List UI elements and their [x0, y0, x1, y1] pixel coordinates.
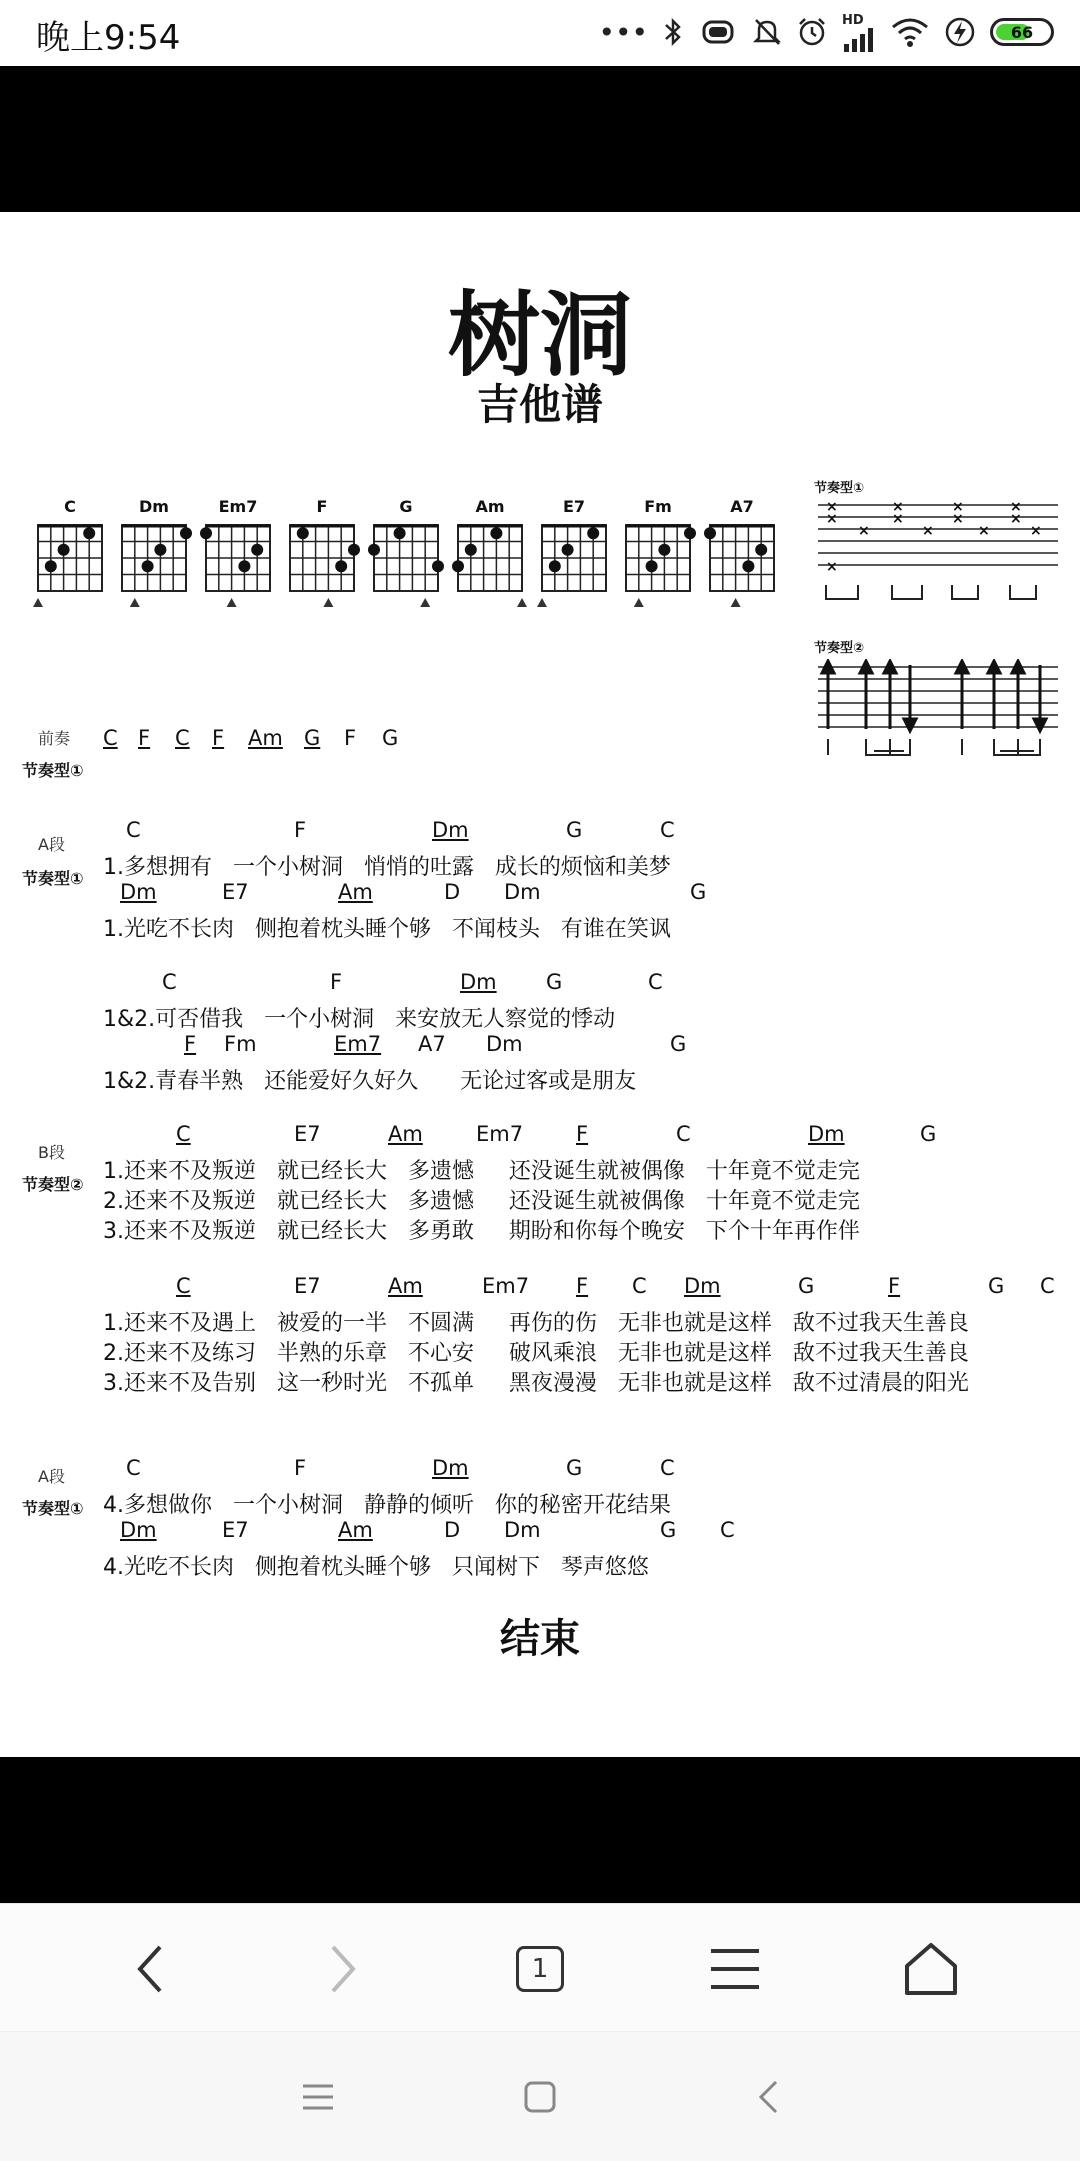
menu-icon: [709, 1947, 761, 1991]
svg-text:×: ×: [858, 523, 870, 539]
chord-label: G: [660, 1518, 677, 1542]
svg-text:×: ×: [1010, 511, 1022, 527]
section-a2-tag: A段: [38, 1467, 65, 1486]
vibrate-icon: [698, 17, 738, 47]
chord-label: E7: [294, 1274, 321, 1298]
intro-chord: F: [212, 726, 225, 750]
chord-diagram-a7: [704, 497, 780, 607]
svg-text:×: ×: [892, 511, 904, 527]
svg-text:×: ×: [826, 499, 838, 515]
chord-label: C: [632, 1274, 647, 1298]
chord-label: Dm: [432, 818, 469, 842]
chord-label: C: [176, 1274, 191, 1298]
lyric-line: 4.光吃不长肉 侧抱着枕头睡个够 只闻树下 琴声悠悠: [103, 1555, 649, 1580]
chord-name: C: [64, 497, 76, 516]
intro-label: 前奏: [38, 729, 71, 748]
svg-text:×: ×: [826, 511, 838, 527]
chord-label: C: [648, 970, 663, 994]
chord-label: Em7: [334, 1032, 382, 1056]
system-nav-bar: [0, 2031, 1080, 2161]
svg-text:×: ×: [826, 559, 838, 575]
chord-diagram-fm: [620, 497, 696, 607]
chord-label: Em7: [482, 1274, 530, 1298]
chord-label: F: [330, 970, 343, 994]
lyric-line: 1.多想拥有 一个小树洞 悄悄的吐露 成长的烦恼和美梦: [103, 855, 671, 880]
lyric-line: 1&2.青春半熟 还能爱好久好久 无论过客或是朋友: [103, 1069, 637, 1094]
chevron-left-icon: [132, 1943, 168, 1995]
home-icon: [903, 1942, 959, 1996]
intro-chord: C: [103, 726, 118, 750]
intro-chord: F: [138, 726, 151, 750]
song-title: 树洞: [447, 282, 632, 389]
alarm-icon: [796, 16, 828, 48]
lyric-line: 2.还来不及练习 半熟的乐章 不心安 破风乘浪 无非也就是这样 敌不过我天生善良: [103, 1341, 969, 1366]
browser-toolbar: [0, 1903, 1080, 2032]
chord-name: F: [316, 497, 328, 516]
bottom-black-band: [0, 1757, 1080, 1903]
chord-label: F: [184, 1032, 197, 1056]
chord-label: F: [294, 818, 307, 842]
chord-label: G: [566, 1456, 583, 1480]
chord-label: C: [162, 970, 177, 994]
hd-label: HD: [842, 12, 864, 28]
chord-label: C: [176, 1122, 191, 1146]
chord-label: Dm: [684, 1274, 721, 1298]
svg-text:×: ×: [1030, 523, 1042, 539]
more-dots-icon: •••: [598, 15, 648, 49]
home-button[interactable]: [896, 1934, 966, 2004]
lyric-line: 1.光吃不长肉 侧抱着枕头睡个够 不闻枝头 有谁在笑讽: [103, 917, 671, 942]
chord-label: Dm: [460, 970, 497, 994]
chord-label: G: [546, 970, 563, 994]
signal-icon: [842, 28, 876, 52]
lyric-line: 1.还来不及叛逆 就已经长大 多遗憾 还没诞生就被偶像 十年竟不觉走完: [103, 1159, 860, 1184]
intro-chord: C: [175, 726, 190, 750]
svg-text:×: ×: [922, 523, 934, 539]
chord-name: A7: [730, 497, 754, 516]
chord-label: C: [1040, 1274, 1055, 1298]
chord-diagram-am: [452, 497, 528, 607]
intro-chord: F: [344, 726, 357, 750]
chord-label: C: [126, 818, 141, 842]
chord-label: Am: [388, 1122, 423, 1146]
chord-name: Am: [475, 497, 505, 516]
chord-label: E7: [222, 1518, 249, 1542]
section-b-rhythm: 节奏型②: [22, 1175, 84, 1194]
lyric-line: 1.还来不及遇上 被爱的一半 不圆满 再伤的伤 无非也就是这样 敌不过我天生善良: [103, 1311, 969, 1336]
section-b-tag: B段: [38, 1143, 65, 1162]
chord-label: F: [294, 1456, 307, 1480]
section-a-tag: A段: [38, 835, 65, 854]
chord-label: C: [126, 1456, 141, 1480]
chord-label: C: [660, 1456, 675, 1480]
chord-label: Dm: [504, 880, 541, 904]
rhythm-pattern-1: [814, 497, 1059, 602]
song-subtitle: 吉他谱: [476, 380, 603, 429]
chord-label: Am: [338, 1518, 373, 1542]
chevron-right-icon: [325, 1943, 361, 1995]
chord-diagram-c: [32, 497, 108, 607]
square-icon: [523, 2080, 557, 2114]
chord-name: Em7: [218, 497, 258, 516]
chord-label: D: [444, 880, 461, 904]
svg-text:×: ×: [978, 523, 990, 539]
chord-name: G: [399, 497, 413, 516]
chord-label: G: [670, 1032, 687, 1056]
system-home-button[interactable]: [515, 2072, 565, 2122]
svg-text:×: ×: [1010, 499, 1022, 515]
rhythm-pattern-1-label: 节奏型①: [814, 481, 865, 496]
recent-apps-button[interactable]: [293, 2072, 343, 2122]
chord-label: Em7: [476, 1122, 524, 1146]
chord-label: G: [920, 1122, 937, 1146]
section-a-rhythm: 节奏型①: [22, 869, 84, 888]
chord-label: Dm: [120, 880, 157, 904]
bluetooth-icon: [662, 16, 684, 48]
lyric-line: 4.多想做你 一个小树洞 静静的倾听 你的秘密开花结果: [103, 1493, 671, 1518]
lyric-line: 2.还来不及叛逆 就已经长大 多遗憾 还没诞生就被偶像 十年竟不觉走完: [103, 1189, 860, 1214]
menu-lines-icon: [301, 2082, 335, 2112]
chord-label: G: [988, 1274, 1005, 1298]
lyric-line: 3.还来不及告别 这一秒时光 不孤单 黑夜漫漫 无非也就是这样 敌不过清晨的阳光: [103, 1371, 969, 1396]
guitar-tab-sheet: [0, 212, 1080, 1757]
chord-diagram-em7: [200, 497, 276, 607]
chord-label: C: [720, 1518, 735, 1542]
charging-icon: [944, 16, 976, 48]
chord-label: A7: [418, 1032, 446, 1056]
chord-name: Dm: [139, 497, 169, 516]
svg-text:×: ×: [952, 499, 964, 515]
intro-chord: Am: [248, 726, 283, 750]
chord-label: F: [576, 1274, 589, 1298]
chord-label: D: [444, 1518, 461, 1542]
chord-label: C: [660, 818, 675, 842]
back-button[interactable]: [115, 1934, 185, 2004]
svg-text:×: ×: [952, 511, 964, 527]
intro-chord: G: [382, 726, 399, 750]
status-time: 晚上9:54: [36, 18, 181, 58]
chord-label: Am: [338, 880, 373, 904]
tab-count: 1: [516, 1946, 564, 1992]
chord-name: E7: [562, 497, 586, 516]
chord-name: Fm: [644, 497, 672, 516]
forward-button[interactable]: [308, 1934, 378, 2004]
system-back-button[interactable]: [743, 2072, 793, 2122]
chord-label: E7: [222, 880, 249, 904]
chord-label: F: [888, 1274, 901, 1298]
chord-diagram-f: [284, 497, 360, 607]
lyric-line: 3.还来不及叛逆 就已经长大 多勇敢 期盼和你每个晚安 下个十年再作伴: [103, 1219, 860, 1244]
chord-label: Dm: [486, 1032, 523, 1056]
chord-diagram-e7: [536, 497, 612, 607]
back-arrow-icon: [756, 2079, 780, 2115]
chord-diagram-dm: [116, 497, 192, 607]
battery-percent: 66: [1010, 22, 1034, 42]
top-black-band: [0, 66, 1080, 212]
status-bar: [0, 0, 1080, 66]
chord-label: Dm: [432, 1456, 469, 1480]
chord-label: G: [566, 818, 583, 842]
tabs-button[interactable]: [505, 1934, 575, 2004]
wifi-icon: [890, 16, 930, 48]
chord-label: E7: [294, 1122, 321, 1146]
status-icons: [598, 12, 1054, 52]
section-a2-rhythm: 节奏型①: [22, 1499, 84, 1518]
chord-label: Dm: [504, 1518, 541, 1542]
battery-icon: [990, 18, 1054, 46]
rhythm-pattern-2-label: 节奏型②: [814, 641, 865, 656]
chord-label: G: [798, 1274, 815, 1298]
menu-button[interactable]: [700, 1934, 770, 2004]
chord-label: Fm: [224, 1032, 257, 1056]
svg-text:×: ×: [892, 499, 904, 515]
chord-label: F: [576, 1122, 589, 1146]
chord-diagram-g: [368, 497, 444, 607]
chord-label: Am: [388, 1274, 423, 1298]
end-marker: 结束: [500, 1616, 580, 1662]
intro-chord: G: [304, 726, 321, 750]
chord-label: Dm: [808, 1122, 845, 1146]
mute-bell-icon: [752, 16, 782, 48]
chord-label: C: [676, 1122, 691, 1146]
intro-rhythm-label: 节奏型①: [22, 761, 84, 780]
chord-label: Dm: [120, 1518, 157, 1542]
chord-label: G: [690, 880, 707, 904]
rhythm-pattern-2: [814, 659, 1059, 759]
lyric-line: 1&2.可否借我 一个小树洞 来安放无人察觉的悸动: [103, 1007, 616, 1032]
